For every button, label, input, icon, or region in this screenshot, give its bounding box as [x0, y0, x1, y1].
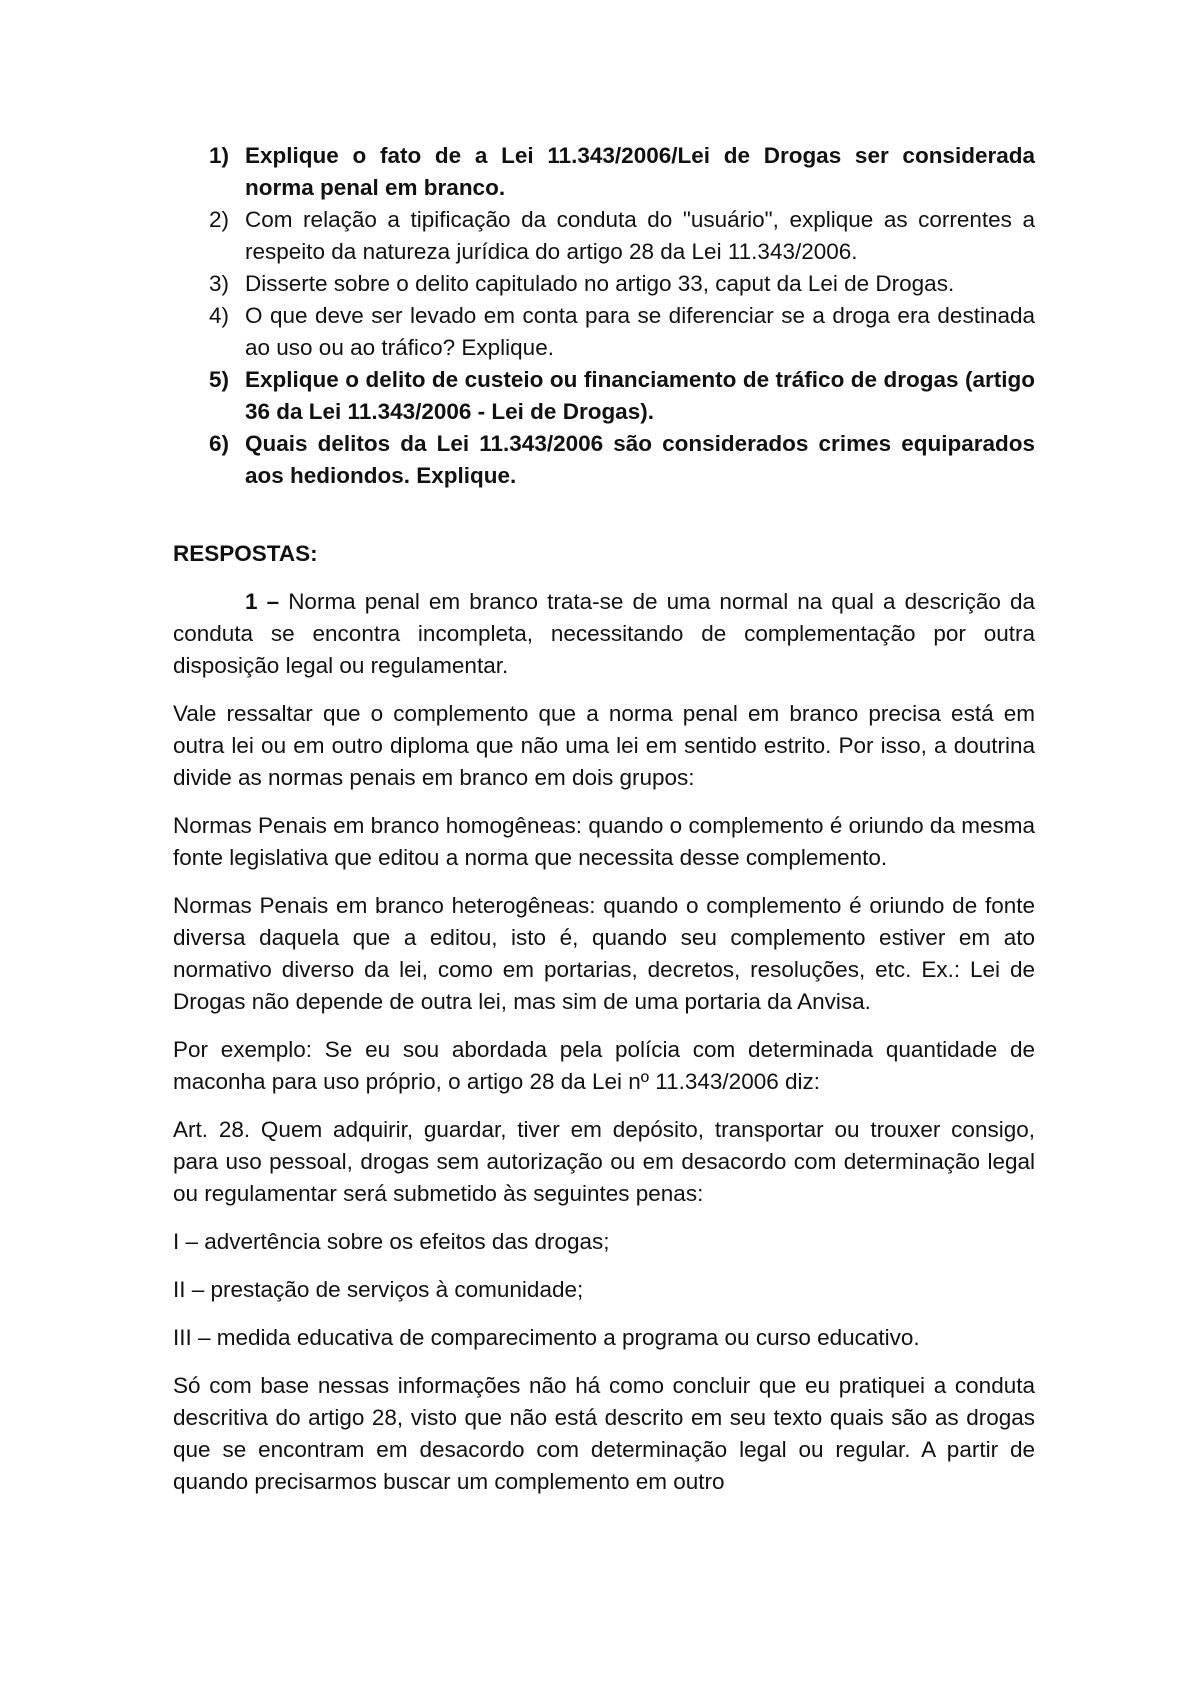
question-item [173, 364, 1035, 428]
answer-intro: Norma penal em branco trata-se de uma normal na qual a descrição da conduta se encontra incompleta, necessitando de complementação por outra disposição legal ou regulamentar. [173, 589, 1035, 678]
answer-paragraph: Por exemplo: Se eu sou abordada pela polícia com determinada quantidade de maconha para uso próprio, o artigo 28 da Lei nº 11.343/2006 diz: [173, 1037, 1035, 1094]
question-text: O que deve ser levado em conta para se diferenciar se a droga era destinada ao uso ou ao tráfico? Explique. [245, 303, 1035, 360]
question-item [173, 300, 1035, 364]
question-text: Com relação a tipificação da conduta do "usuário", explique as correntes a respeito da natureza jurídica do artigo 28 da Lei 11.343/2006. [245, 207, 1035, 264]
question-number: 6) [209, 431, 230, 456]
law-item: III – medida educativa de comparecimento a programa ou curso educativo. [173, 1325, 920, 1350]
question-item [173, 140, 1035, 204]
question-text: Disserte sobre o delito capitulado no artigo 33, caput da Lei de Drogas. [245, 271, 955, 296]
answers-heading: RESPOSTAS: [173, 541, 318, 566]
question-number: 5) [209, 367, 230, 392]
questions-list [173, 140, 1035, 492]
answer-paragraph: Só com base nessas informações não há como concluir que eu pratiquei a conduta descritiva do artigo 28, visto que não está descrito em seu texto quais são as drogas que se encontram em desacordo com determinação legal ou regular. A partir de quando precisarmos buscar um complemento em outro [173, 1373, 1035, 1494]
question-number: 3) [209, 271, 230, 296]
answer-paragraph: Normas Penais em branco homogêneas: quando o complemento é oriundo da mesma fonte legislativa que editou a norma que necessita desse complemento. [173, 813, 1035, 870]
question-item [173, 204, 1035, 268]
question-text: Quais delitos da Lei 11.343/2006 são considerados crimes equiparados aos hediondos. Explique. [245, 431, 1035, 488]
document-page [173, 140, 1035, 1498]
answer-paragraph: Vale ressaltar que o complemento que a norma penal em branco precisa está em outra lei ou em outro diploma que não uma lei em sentido estrito. Por isso, a doutrina divide as normas penais em branco em dois grupos: [173, 701, 1035, 790]
question-item [173, 268, 1035, 300]
question-text: Explique o delito de custeio ou financiamento de tráfico de drogas (artigo 36 da Lei 11.343/2006 - Lei de Drogas). [245, 367, 1035, 424]
law-item: I – advertência sobre os efeitos das drogas; [173, 1229, 610, 1254]
question-number: 4) [209, 303, 230, 328]
answer-paragraph [173, 586, 1035, 682]
question-number: 1) [209, 143, 230, 168]
answer-paragraph: Normas Penais em branco heterogêneas: quando o complemento é oriundo de fonte diversa daquela que a editou, isto é, quando seu complemento estiver em ato normativo diverso da lei, como em portarias, decretos, resoluções, etc. Ex.: Lei de Drogas não depende de outra lei, mas sim de uma portaria da Anvisa. [173, 893, 1035, 1014]
question-number: 2) [209, 207, 230, 232]
answer-label: 1 – [245, 589, 280, 614]
law-article-paragraph: Art. 28. Quem adquirir, guardar, tiver em depósito, transportar ou trouxer consigo, para uso pessoal, drogas sem autorização ou em desacordo com determinação legal ou regulamentar será submetido às seguintes penas: [173, 1117, 1035, 1206]
law-item: II – prestação de serviços à comunidade; [173, 1277, 584, 1302]
question-text: Explique o fato de a Lei 11.343/2006/Lei de Drogas ser considerada norma penal em branco. [245, 143, 1035, 200]
question-item [173, 428, 1035, 492]
